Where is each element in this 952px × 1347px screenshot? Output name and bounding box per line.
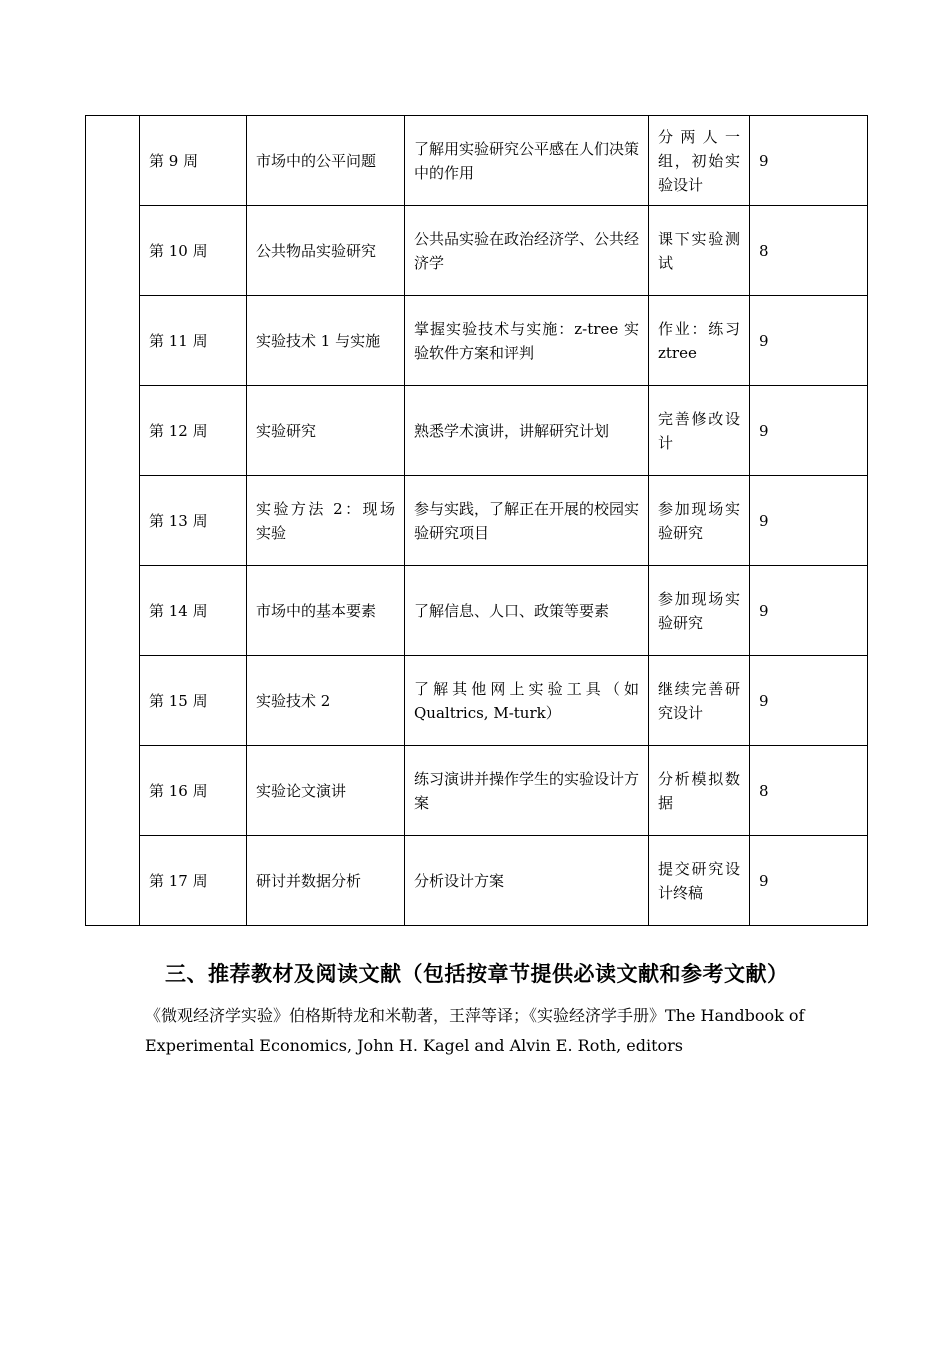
hours-cell: 9 (750, 386, 868, 476)
week-cell: 第 14 周 (140, 566, 247, 656)
week-cell: 第 13 周 (140, 476, 247, 566)
task-cell: 参加现场实验研究 (649, 566, 750, 656)
goal-cell: 了解其他网上实验工具（如 Qualtrics, M-turk） (405, 656, 649, 746)
topic-cell: 实验方法 2：现场 实验 (247, 476, 405, 566)
week-cell: 第 15 周 (140, 656, 247, 746)
task-cell: 继续完善研究设计 (649, 656, 750, 746)
hours-cell: 9 (750, 116, 868, 206)
references-text: 《微观经济学实验》伯格斯特龙和米勒著，王萍等译；《实验经济学手册》The Handbook of Experimental Economics, John H. Kagel and Alvin E. Roth, editors (145, 1006, 805, 1055)
goal-cell: 练习演讲并操作学生的实验设计方案 (405, 746, 649, 836)
task-cell: 课下实验测试 (649, 206, 750, 296)
table-row (86, 656, 868, 746)
task-cell: 提交研究设计终稿 (649, 836, 750, 926)
hours-cell: 9 (750, 296, 868, 386)
course-schedule-table (85, 115, 868, 926)
week-cell: 第 9 周 (140, 116, 247, 206)
table-row (86, 386, 868, 476)
hours-cell: 8 (750, 206, 868, 296)
topic-cell: 实验技术 1 与实施 (247, 296, 405, 386)
goal-cell: 分析设计方案 (405, 836, 649, 926)
table-row (86, 746, 868, 836)
table-row (86, 116, 868, 206)
hours-cell: 9 (750, 566, 868, 656)
hours-cell: 9 (750, 476, 868, 566)
task-cell: 作业：练习 ztree (649, 296, 750, 386)
hours-cell: 9 (750, 836, 868, 926)
goal-cell: 了解信息、人口、政策等要素 (405, 566, 649, 656)
goal-cell: 公共品实验在政治经济学、公共经济学 (405, 206, 649, 296)
task-cell: 参加现场实验研究 (649, 476, 750, 566)
goal-cell: 掌握实验技术与实施：z-tree 实验软件方案和评判 (405, 296, 649, 386)
topic-cell: 市场中的公平问题 (247, 116, 405, 206)
topic-cell: 实验论文演讲 (247, 746, 405, 836)
topic-cell: 市场中的基本要素 (247, 566, 405, 656)
hours-cell: 8 (750, 746, 868, 836)
hours-cell: 9 (750, 656, 868, 746)
goal-cell: 了解用实验研究公平感在人们决策中的作用 (405, 116, 649, 206)
table-row (86, 296, 868, 386)
week-cell: 第 11 周 (140, 296, 247, 386)
task-cell: 分析模拟数据 (649, 746, 750, 836)
task-cell: 分两人一组，初始实验设计 (649, 116, 750, 206)
goal-cell: 参与实践，了解正在开展的校园实验研究项目 (405, 476, 649, 566)
table-row (86, 206, 868, 296)
topic-cell: 实验研究 (247, 386, 405, 476)
topic-cell: 实验技术 2 (247, 656, 405, 746)
week-cell: 第 12 周 (140, 386, 247, 476)
table-merged-blank-cell (86, 116, 140, 926)
table-row (86, 836, 868, 926)
topic-cell: 研讨并数据分析 (247, 836, 405, 926)
task-cell: 完善修改设计 (649, 386, 750, 476)
table-row (86, 566, 868, 656)
week-cell: 第 10 周 (140, 206, 247, 296)
week-cell: 第 16 周 (140, 746, 247, 836)
week-cell: 第 17 周 (140, 836, 247, 926)
table-row (86, 476, 868, 566)
goal-cell: 熟悉学术演讲，讲解研究计划 (405, 386, 649, 476)
section-heading: 三、推荐教材及阅读文献（包括按章节提供必读文献和参考文献） (165, 961, 789, 986)
topic-cell: 公共物品实验研究 (247, 206, 405, 296)
